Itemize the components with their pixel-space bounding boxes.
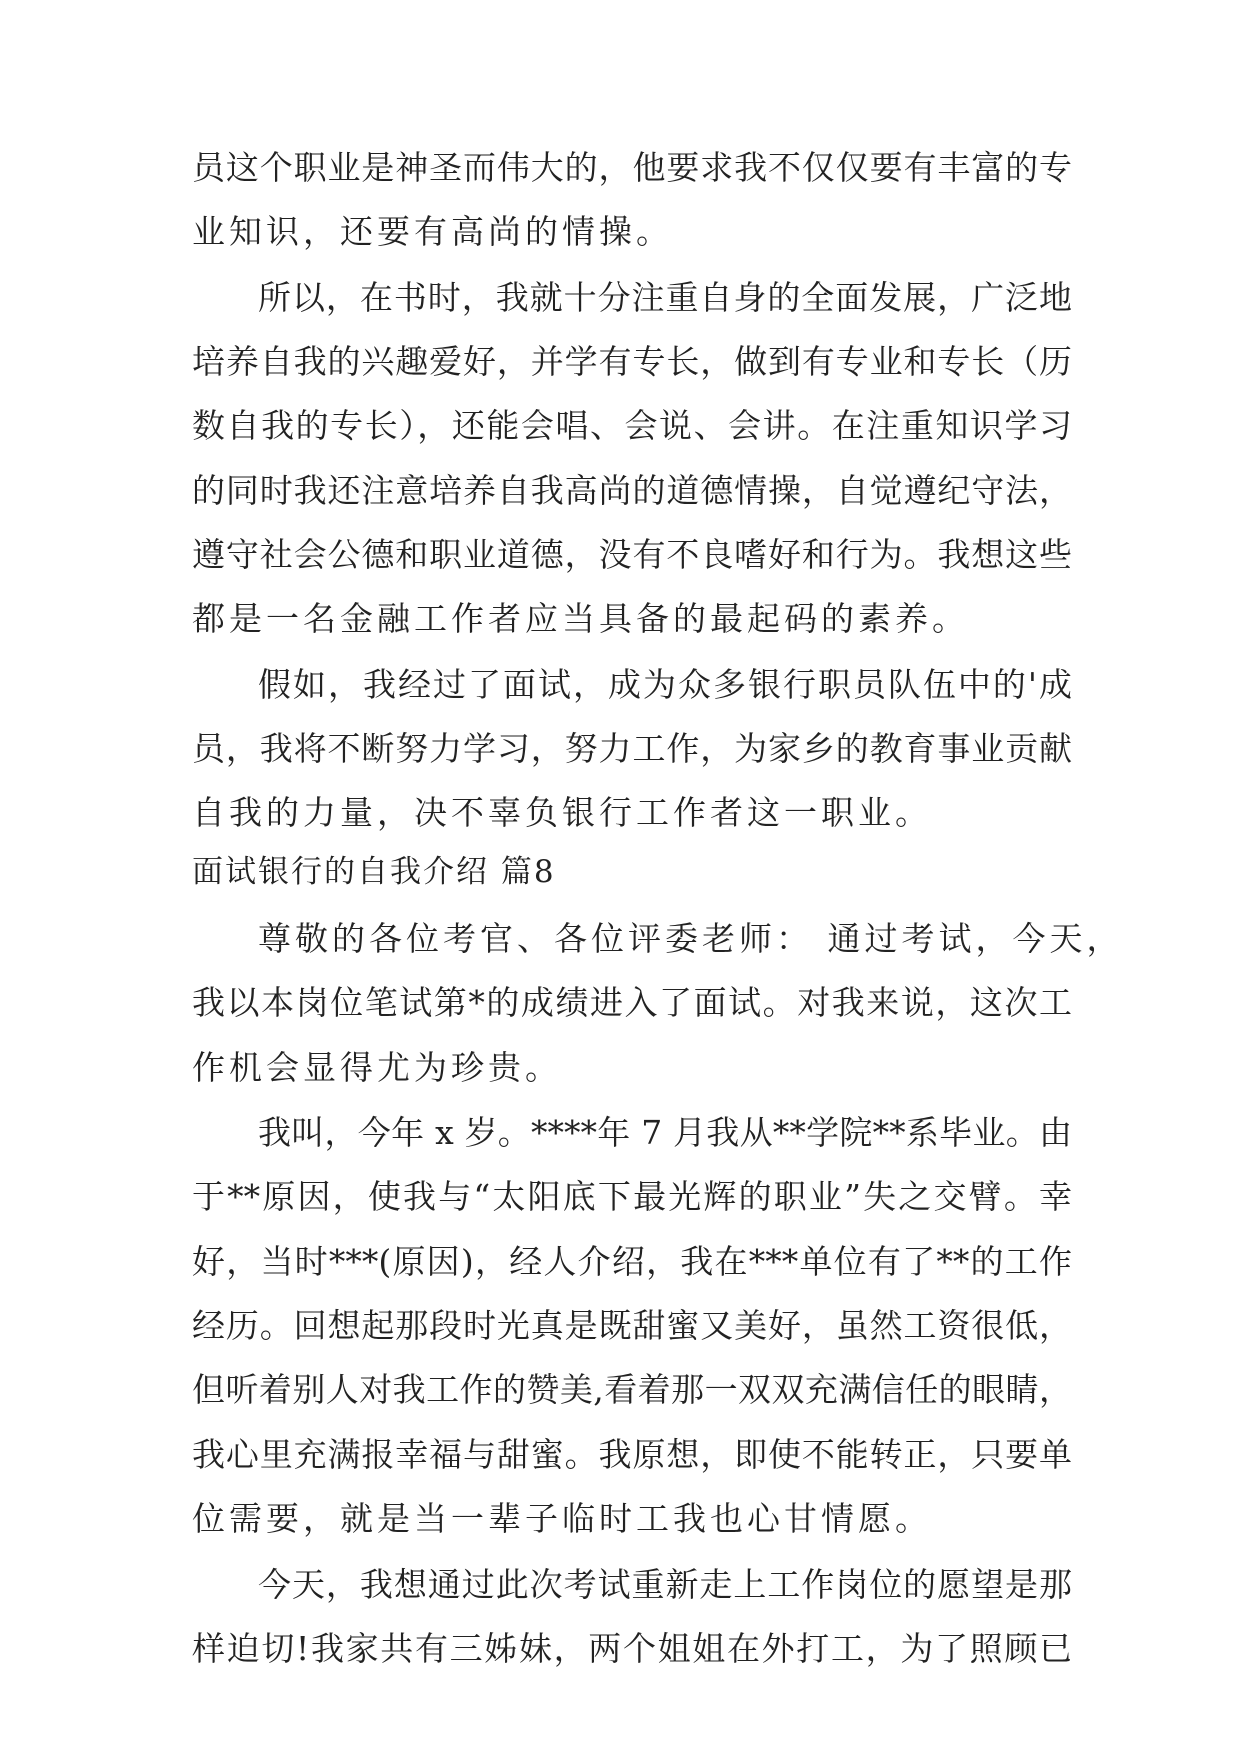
- text-line: 尊敬的各位考官、各位评委老师： 通过考试，今天，: [258, 919, 1124, 958]
- text-line: 位需要，就是当一辈子临时工我也心甘情愿。: [192, 1499, 932, 1538]
- text-line: 遵守社会公德和职业道德，没有不良嗜好和行为。我想这些: [192, 535, 1072, 574]
- text-line: 业知识，还要有高尚的情操。: [192, 212, 673, 251]
- text-line: 员，我将不断努力学习，努力工作，为家乡的教育事业贡献: [192, 729, 1072, 768]
- text-line: 都是一名金融工作者应当具备的最起码的素养。: [192, 599, 969, 638]
- text-line: 的同时我还注意培养自我高尚的道德情操，自觉遵纪守法，: [192, 471, 1072, 510]
- text-line: 但听着别人对我工作的赞美,看着那一双双充满信任的眼睛，: [192, 1370, 1072, 1409]
- text-line: 数自我的专长），还能会唱、会说、会讲。在注重知识学习: [192, 406, 1072, 445]
- text-line: 培养自我的兴趣爱好，并学有专长，做到有专业和专长（历: [192, 342, 1072, 381]
- text-line: 今天，我想通过此次考试重新走上工作岗位的愿望是那: [258, 1565, 1072, 1604]
- text-line: 我叫，今年 x 岁。****年 7 月我从**学院**系毕业。由: [258, 1113, 1072, 1152]
- text-line: 自我的力量，决不辜负银行工作者这一职业。: [192, 793, 932, 832]
- text-line: 样迫切!我家共有三姊妹，两个姐姐在外打工，为了照顾已: [192, 1629, 1072, 1668]
- text-line: 我以本岗位笔试第*的成绩进入了面试。对我来说，这次工: [192, 983, 1072, 1022]
- section-heading: 面试银行的自我介绍 篇8: [192, 854, 556, 890]
- text-line: 经历。回想起那段时光真是既甜蜜又美好，虽然工资很低，: [192, 1306, 1072, 1345]
- text-line: 假如，我经过了面试，成为众多银行职员队伍中的'成: [258, 665, 1072, 704]
- text-line: 所以，在书时，我就十分注重自身的全面发展，广泛地: [258, 278, 1072, 317]
- text-line: 作机会显得尤为珍贵。: [192, 1048, 562, 1087]
- text-line: 我心里充满报幸福与甜蜜。我原想，即使不能转正，只要单: [192, 1435, 1072, 1474]
- text-line: 于**原因，使我与“太阳底下最光辉的职业”失之交臂。幸: [192, 1177, 1072, 1216]
- text-line: 员这个职业是神圣而伟大的，他要求我不仅仅要有丰富的专: [192, 148, 1072, 187]
- text-line: 好，当时***(原因)，经人介绍，我在***单位有了**的工作: [192, 1242, 1072, 1281]
